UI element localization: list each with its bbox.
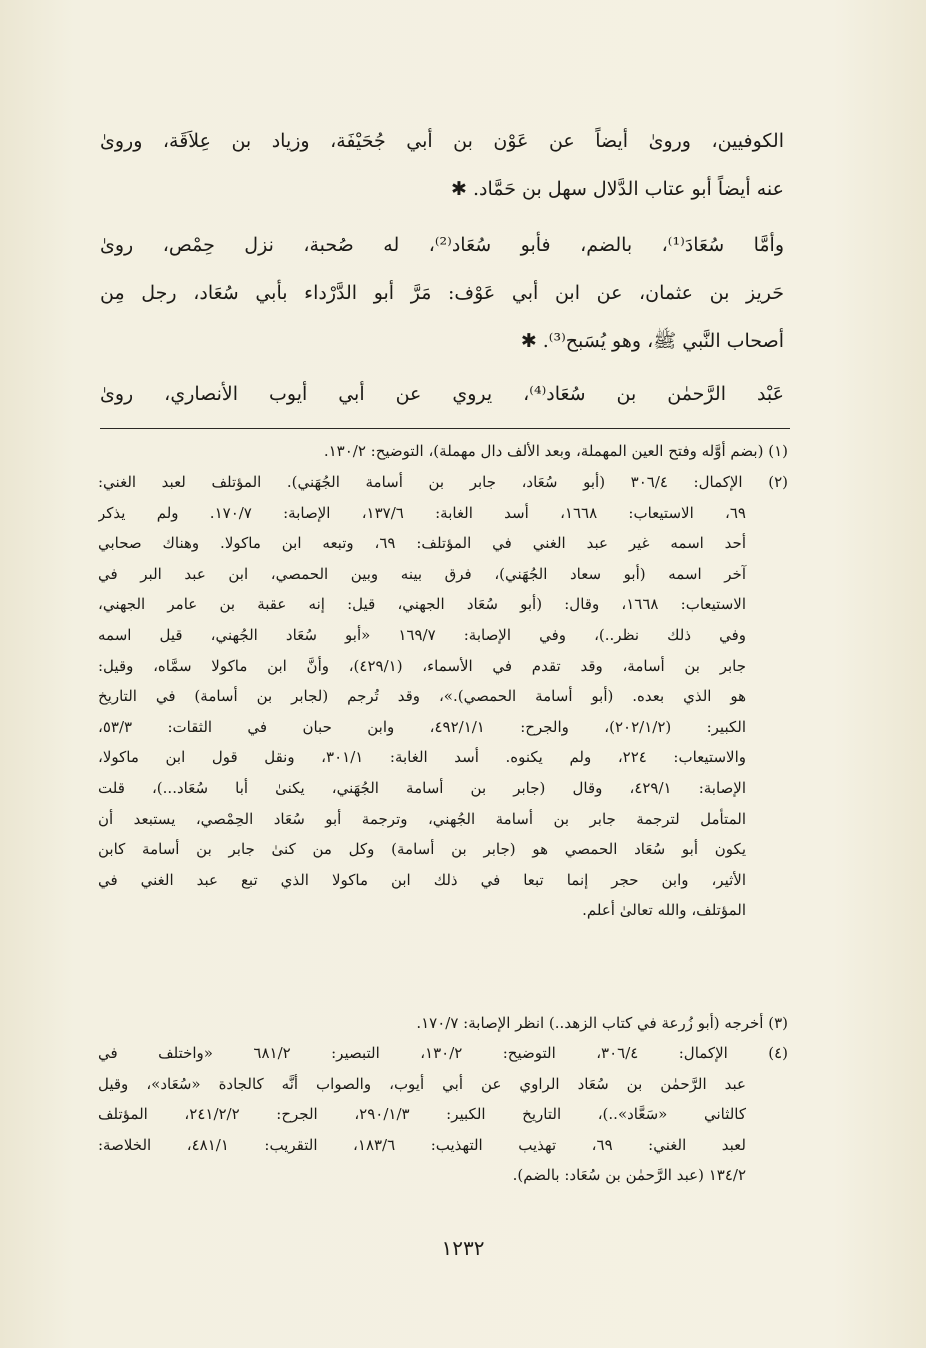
text-line: عنه أيضاً أبو عتاب الدَّلال سهل بن حَمَّاد. ✱: [451, 178, 784, 200]
footnote-line: يكون أبو سُعَاد الحمصي هو (جابر بن أسامة) وكل من كنىٰ جابر بن أسامة كابن: [98, 840, 746, 859]
footnote-line: (٢) الإكمال: ٣٠٦/٤ (أبو سُعَاد، جابر بن أسامة الجُهَني). المؤتلف لعبد الغني:: [98, 473, 788, 491]
footnote-4: [98, 1038, 788, 1191]
text-line: وأمَّا سُعَادَ⁽¹⁾، بالضم، فأبو سُعَاد⁽²⁾، له صُحبة، نزل حِمْص، روىٰ: [100, 234, 784, 256]
footnote-line: (١) (بضم أوَّله وفتح العين المهملة، وبعد الألف دال مهملة)، التوضيح: ١٣٠/٢.: [323, 442, 788, 460]
text-line: الكوفيين، وروىٰ أيضاً عن عَوْن بن أبي جُحَيْفَة، وزياد بن عِلاَقَة، وروىٰ: [100, 130, 784, 152]
footnote-line: عبد الرَّحمٰن بن سُعَاد الراوي عن أبي أيوب، والصواب أنَّه كالجادة «سُعَاد»، وقيل: [98, 1074, 746, 1093]
footnote-line: والاستيعاب: ٢٢٤، ولم يكنوه. أسد الغابة: ٣٠١/١، ونقل قول ابن ماكولا،: [98, 748, 746, 767]
footnote-line: الكبير: (٢٠٢/١/٢)، والجرح: ٤٩٢/١/١، وابن حبان في الثقات: ٥٣/٣،: [98, 717, 747, 736]
main-paragraph-3: [100, 370, 784, 418]
footnote-line: أحد اسمه غير عبد الغني في المؤتلف: ٦٩، وتبعه ابن ماكولا. وهناك صحابي: [98, 534, 746, 553]
footnote-line: هو الذي بعده. (أبو أسامة الحمصي).»، وقد تُرجم (لجابر بن أسامة) في التاريخ: [98, 687, 746, 706]
footnote-1: [98, 436, 788, 467]
footnote-line: (٣) أخرجه (أبو زُرعة في كتاب الزهد..) انظر الإصابة: ١٧٠/٧.: [416, 1014, 788, 1032]
main-paragraph-2: [100, 221, 784, 365]
footnote-line: (٤) الإكمال: ٣٠٦/٤، التوضيح: ١٣٠/٢، التبصير: ٦٨١/٢ «واختلف في: [98, 1044, 788, 1062]
text-line: حَريز بن عثمان، عن ابن أبي عَوْف: مَرَّ أبو الدَّرْداء بأبي سُعَاد، رجل مِن: [100, 282, 784, 304]
text-line: عَبْد الرَّحمٰن بن سُعَاد⁽⁴⁾، يروي عن أبي أيوب الأنصاري، روىٰ: [100, 383, 784, 405]
text-line: أصحاب النَّبي ﷺ، وهو يُسَبح⁽³⁾. ✱: [520, 330, 784, 352]
footnote-line: وفي ذلك نظر..)، وفي الإصابة: ١٦٩/٧ «أبو سُعَاد الجُهني، قيل اسمه: [98, 625, 746, 644]
footnote-line: الإصابة: ٤٢٩/١، وقال (جابر بن أسامة الجُهَني، يكنىٰ أبا سُعَاد...)، قلت: [98, 778, 746, 797]
footnote-line: كالثاني «سَعَّاد»..)، التاريخ الكبير: ٢٩٠/١/٣، الجرح: ٢٤١/٢/٢، المؤتلف: [98, 1105, 747, 1124]
footnote-line: المتأمل لترجمة جابر بن أسامة الجُهني، وترجمة أبو سُعَاد الحِمْصي، يستبعد أن: [98, 809, 746, 828]
footnote-line: جابر بن أسامة، وقد تقدم في الأسماء، (٤٢٩/١)، وأنَّ ابن ماكولا سمَّاه، وقيل:: [98, 656, 747, 675]
footnote-line: ١٣٤/٢ (عبد الرَّحمٰن بن سُعَاد: بالضم).: [512, 1166, 746, 1185]
footnote-3: [98, 1008, 788, 1039]
footnote-line: لعبد الغني: ٦٩، تهذيب التهذيب: ١٨٣/٦، التقريب: ٤٨١/١، الخلاصة:: [98, 1135, 746, 1154]
main-paragraph-1: [100, 117, 784, 213]
footnote-line: الاستيعاب: ١٦٦٨، وقال: (أبو سُعَاد الجهني، قيل: إنه عقبة بن عامر الجهني،: [98, 595, 746, 614]
footnote-separator: [100, 428, 790, 429]
page-number: ١٢٣٢: [441, 1236, 485, 1260]
footnote-line: المؤتلف، والله تعالىٰ أعلم.: [582, 901, 746, 920]
footnote-line: الأثير، وابن حجر إنما تبعا في ذلك ابن ماكولا الذي تبع عبد الغني في: [98, 870, 746, 889]
footnote-2: [98, 467, 788, 926]
footnote-line: ٦٩، الاستيعاب: ١٦٦٨، أسد الغابة: ١٣٧/٦، الإصابة: ١٧٠/٧. ولم يذكر: [98, 503, 746, 522]
footnote-line: آخر اسمه (أبو سعاد الجُهَني)، فرق بينه وبين الحمصي، ابن عبد البر في: [98, 564, 746, 583]
